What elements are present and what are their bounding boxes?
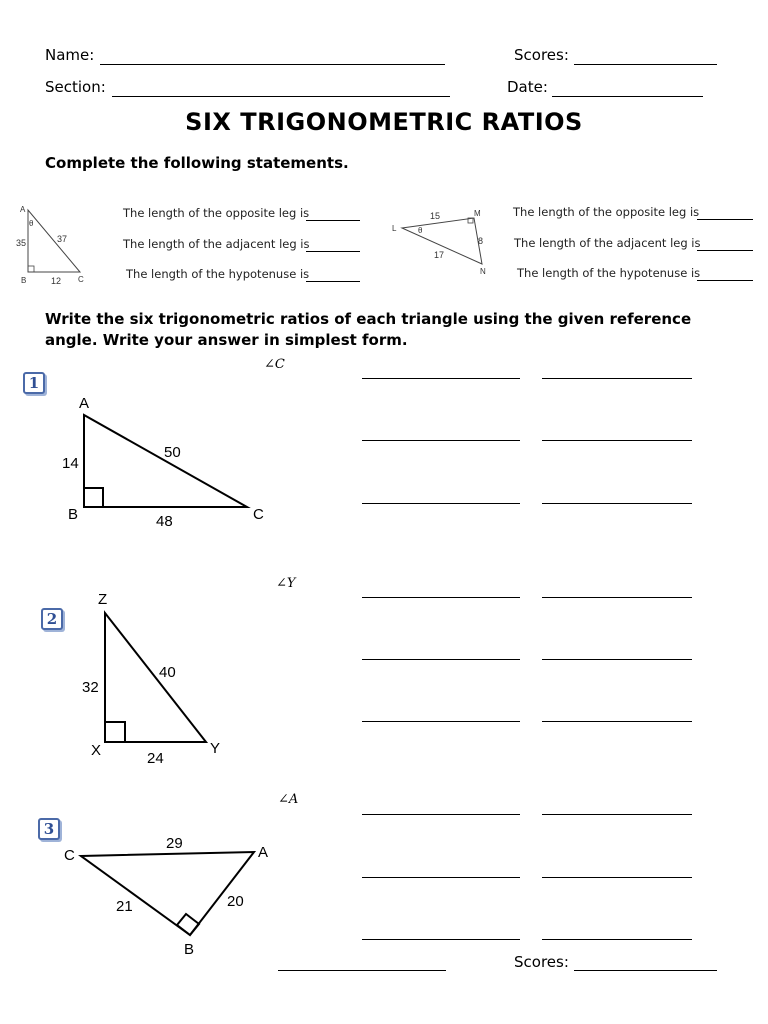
right-hypotenuse-statement: The length of the hypotenuse is <box>517 266 701 280</box>
left-hypotenuse-blank[interactable] <box>306 281 360 282</box>
problem2-side-zx: 32 <box>82 679 99 696</box>
problem3-answer-5[interactable] <box>362 939 520 940</box>
left-hypotenuse-statement: The length of the hypotenuse is <box>126 267 310 281</box>
problem1-answer-1[interactable] <box>362 378 520 379</box>
scores-label: Scores: <box>514 46 569 64</box>
theta-label: θ <box>29 219 34 228</box>
problem1-vertex-b: B <box>68 506 79 523</box>
problem3-answer-4[interactable] <box>542 877 692 878</box>
problem2-number-badge: 2 <box>41 608 63 630</box>
side-lm-label: 15 <box>430 211 441 221</box>
problem2-answer-2[interactable] <box>542 597 692 598</box>
left-opposite-statement: The length of the opposite leg is <box>123 206 310 220</box>
right-hypotenuse-blank[interactable] <box>697 280 753 281</box>
problem3-vertex-b: B <box>184 941 195 958</box>
vertex-c-label: C <box>78 275 84 284</box>
right-opposite-statement: The length of the opposite leg is <box>513 205 700 219</box>
scores-field[interactable] <box>574 64 717 65</box>
problem2-answer-4[interactable] <box>542 659 692 660</box>
name-label: Name: <box>45 46 95 64</box>
problem2-side-zy: 40 <box>159 664 176 681</box>
footer-scores-label: Scores: <box>514 953 569 971</box>
name-field[interactable] <box>100 64 445 65</box>
part2-instruction-line1: Write the six trigonometric ratios of each triangle using the given reference <box>45 310 692 328</box>
problem1-answer-6[interactable] <box>542 503 692 504</box>
problem2-answer-1[interactable] <box>362 597 520 598</box>
vertex-l-label: L <box>392 224 397 233</box>
problem3-side-ca: 29 <box>166 835 183 852</box>
problem3-answer-1[interactable] <box>362 814 520 815</box>
problem3-number-badge: 3 <box>38 818 60 840</box>
problem3-vertex-a: A <box>258 844 269 861</box>
left-opposite-blank[interactable] <box>306 220 360 221</box>
problem1-vertex-c: C <box>253 506 264 523</box>
side-bc-label: 12 <box>51 276 62 286</box>
problem3-answer-6[interactable] <box>542 939 692 940</box>
problem2-reference-angle: ∠Y <box>276 576 296 591</box>
problem1-number-badge: 1 <box>23 372 45 394</box>
problem2-triangle <box>75 585 235 770</box>
side-mn-label: 8 <box>478 236 484 246</box>
problem3-side-cb: 21 <box>116 898 133 915</box>
triangle-lmn-small <box>388 200 498 280</box>
right-adjacent-blank[interactable] <box>697 250 753 251</box>
vertex-m-label: M <box>474 209 481 218</box>
problem2-answer-3[interactable] <box>362 659 520 660</box>
problem3-vertex-c: C <box>64 847 75 864</box>
footer-scores-field[interactable] <box>574 970 717 971</box>
page-title: SIX TRIGONOMETRIC RATIOS <box>185 108 583 136</box>
right-opposite-blank[interactable] <box>697 219 753 220</box>
left-adjacent-blank[interactable] <box>306 251 360 252</box>
problem3-answer-3[interactable] <box>362 877 520 878</box>
vertex-a-label: A <box>20 205 26 214</box>
triangle-abc-small <box>14 200 94 290</box>
problem2-vertex-z: Z <box>98 591 108 608</box>
side-ac-label: 37 <box>57 234 68 244</box>
part1-instruction: Complete the following statements. <box>45 154 349 172</box>
part2-instruction-line2: angle. Write your answer in simplest form. <box>45 331 408 349</box>
section-label: Section: <box>45 78 106 96</box>
problem1-answer-5[interactable] <box>362 503 520 504</box>
problem2-answer-5[interactable] <box>362 721 520 722</box>
problem3-reference-angle: ∠A <box>278 792 299 807</box>
right-adjacent-statement: The length of the adjacent leg is <box>514 236 701 250</box>
date-field[interactable] <box>552 96 703 97</box>
problem1-reference-angle: ∠C <box>264 357 285 372</box>
problem2-vertex-y: Y <box>210 740 221 757</box>
side-ab-label: 35 <box>16 238 27 248</box>
section-field[interactable] <box>112 96 450 97</box>
footer-blank-line[interactable] <box>278 970 446 971</box>
problem1-side-bc: 48 <box>156 513 173 530</box>
problem2-answer-6[interactable] <box>542 721 692 722</box>
problem2-side-xy: 24 <box>147 750 164 767</box>
date-label: Date: <box>507 78 548 96</box>
problem1-answer-2[interactable] <box>542 378 692 379</box>
problem3-side-ab: 20 <box>227 893 244 910</box>
theta-label-right: θ <box>418 226 423 235</box>
vertex-n-label: N <box>480 267 486 276</box>
problem3-answer-2[interactable] <box>542 814 692 815</box>
problem1-side-ab: 14 <box>62 455 79 472</box>
problem1-answer-3[interactable] <box>362 440 520 441</box>
problem1-answer-4[interactable] <box>542 440 692 441</box>
problem1-side-ac: 50 <box>164 444 181 461</box>
problem1-vertex-a: A <box>79 395 90 412</box>
problem2-vertex-x: X <box>91 742 102 759</box>
side-ln-label: 17 <box>434 250 445 260</box>
problem3-triangle <box>55 830 285 965</box>
vertex-b-label: B <box>21 276 27 285</box>
problem1-triangle <box>55 390 285 535</box>
left-adjacent-statement: The length of the adjacent leg is <box>123 237 310 251</box>
